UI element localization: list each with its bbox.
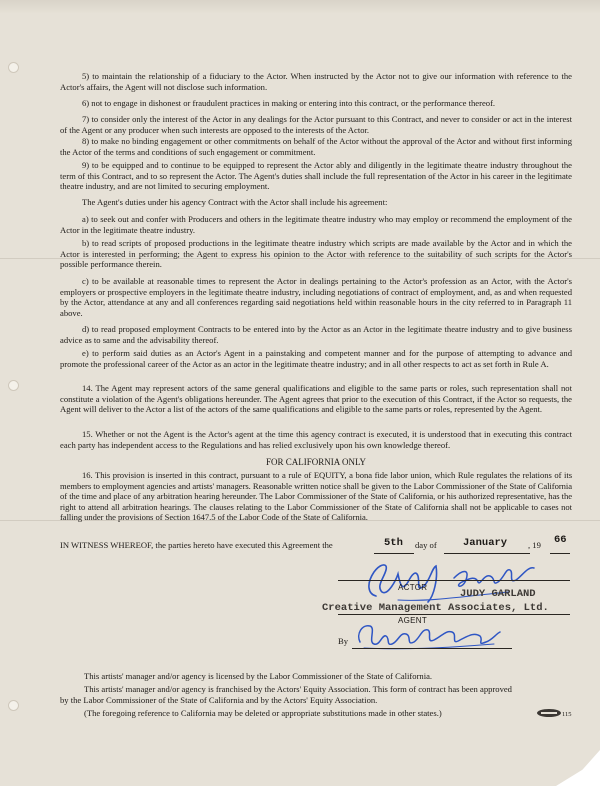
by-label: By [338,636,349,646]
page-top-edge [0,0,600,14]
footer-franchise-line: This artists' manager and/or agency is franchised by the Actors' Equity Association. This form of contract has been approved [84,684,512,694]
paragraph-8: 8) to make no binding engagement or other commitments on behalf of the Actor without the approval of the Actor and without first informing the Actor of the terms and conditions of such engagement or commitment. [60,136,572,157]
duty-d: d) to read proposed employment Contracts to be entered into by the Actor as an Actor in the legitimate theatre industry and to give business advice as to same and the advisability thereof. [60,324,572,345]
paragraph-16: 16. This provision is inserted in this contract, pursuant to a rule of EQUITY, a bona fide labor union, which Rule regulates the relations of its members to employment agencies and artists' managers. Reasonable written notice shall be given to the Labor Commissioner of the State of California of the time and place of any arbitration hearing hereunder. The Labor Commissioner of the State of California, or his authorized representative, has the right to attend all arbitration hearings. The clauses relating to the Labor Commissioner of the State of California shall not be applicable to cases not falling under the provisions of Section 1647.5 of the Labor Code of the State of California. [60,470,572,523]
punch-hole [8,380,19,391]
by-signature-line [352,648,512,649]
punch-hole [8,700,19,711]
day-of-label: day of [415,540,437,550]
paragraph-7: 7) to consider only the interest of the Actor in any dealings for the Actor pursuant to this Contract, and never to consider or act in the interest of the Agent or any producer when such interests are opposed to the interests of the Actor. [60,114,572,135]
form-code: 115 [562,711,572,718]
actor-typed-name: JUDY GARLAND [460,588,536,600]
year-value: 66 [554,534,567,546]
year-blank-line [550,553,570,554]
paragraph-5: 5) to maintain the relationship of a fiduciary to the Actor. When instructed by the Actor not to give our information with reference to the Actor's affairs, the Agent will not disclose such information. [60,71,572,92]
agent-caption: AGENT [398,616,428,625]
actor-signature [358,556,548,608]
duty-e: e) to perform said duties as an Actor's Agent in a painstaking and competent manner and for the purpose of attempting to advance and promote the professional career of the Actor as an actor in the legitimate theatre industry; and in all other respects to act as set forth in Rule A. [60,348,572,369]
month-value: January [463,537,508,549]
day-blank-line [374,553,414,554]
agent-signature-line [338,614,570,615]
actor-caption: ACTOR [398,583,428,592]
union-bug-logo [536,708,562,718]
duty-b: b) to read scripts of proposed productions in the legitimate theatre industry which scripts are made available by the Actor and in which the Actor is interested in performing; the Agent to express his opinion to the Actor with reference to the suitability of such scripts for the Actor's possible performance therein. [60,238,572,270]
agency-stamp: Creative Management Associates, Ltd. [322,602,549,614]
paragraph-15: 15. Whether or not the Agent is the Actor's agent at the time this agency contract is executed, it is understood that in executing this contract each party has independent access to the Regulations and has relied exclusively upon his own knowledge thereof. [60,429,572,450]
footer-license-line: This artists' manager and/or agency is licensed by the Labor Commissioner of the State of California. [84,671,433,681]
duty-c: c) to be available at reasonable times to represent the Actor in dealings pertaining to the Actor's profession as an Actor, with the Actor's employers or prospective employers in the legitimate theatre industry, including negotiations of contract of employment, and, as and when requested by the Actor, attendance at any and all conferences regarding said negotiations held within reasonable hours in the city referred to in Paragraph 11 above. [60,276,572,318]
footer-approval-line: by the Labor Commissioner of the State of California and by the Actors' Equity Association. [60,695,378,705]
paragraph-14: 14. The Agent may represent actors of the same general qualifications and eligible to the same parts or roles, such representation shall not constitute a violation of the Agent's obligations hereunder. The Agent agrees that prior to the execution of this Contract, if the Actor so requests, the Agent will deliver to the Actor a list of the actors of the same qualifications and eligible to the same parts or roles, represented by the Agent. [60,383,572,415]
punch-hole [8,62,19,73]
month-blank-line [444,553,530,554]
paragraph-9: 9) to be equipped and to continue to be equipped to represent the Actor ably and diligently in the legitimate theatre industry throughout the term of this Contract, and to so represent the Actor. The Agent's duties shall include the full representation of the Actor in his career in the legitimate theatre industry, and are not limited to securing employment. [60,160,572,192]
california-heading: FOR CALIFORNIA ONLY [265,457,367,467]
paragraph-6: 6) not to engage in dishonest or fraudulent practices in making or entering into this contract, or the performance thereof. [82,98,496,108]
torn-corner [556,750,600,786]
actor-signature-line [338,580,570,581]
year-prefix: , 19 [528,540,541,550]
day-value: 5th [384,537,403,549]
footer-california-note: (The foregoing reference to California may be deleted or appropriate substitutions made in other states.) [84,708,442,718]
witness-lead: IN WITNESS WHEREOF, the parties hereto have executed this Agreement the [60,540,333,550]
duty-a: a) to seek out and confer with Producers and others in the legitimate theatre industry who may employ or recommend the employment of the Actor in the legitimate theatre industry. [60,214,572,235]
duties-intro: The Agent's duties under his agency Contract with the Actor shall include his agreement: [82,197,388,207]
